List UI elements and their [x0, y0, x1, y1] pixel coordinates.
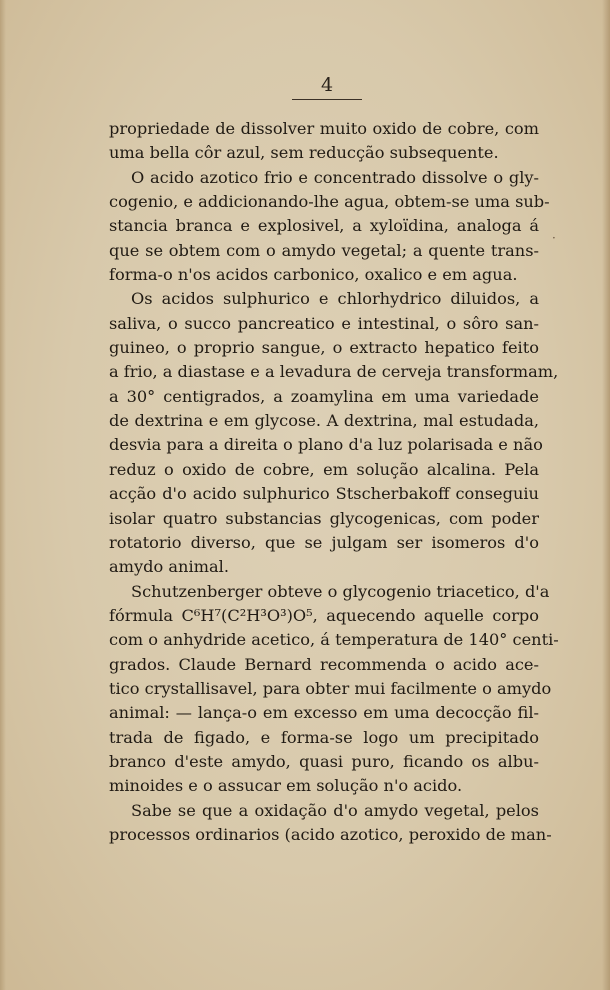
- text-line: a frio, a diastase e a levadura de cerveja transformam,: [109, 362, 559, 382]
- text-line: processos ordinarios (acido azotico, peroxido de man-: [109, 824, 552, 844]
- text-line: acção d'o acido sulphurico Stscherbakoff conseguiu: [109, 484, 539, 504]
- text-line: uma bella côr azul, sem reducção subsequente.: [109, 143, 499, 163]
- text-line: forma-o n'os acidos carbonico, oxalico e em agua.: [109, 265, 518, 285]
- header-rule: [292, 99, 362, 100]
- text-line: saliva, o succo pancreatico e intestinal, o sôro san-: [109, 313, 539, 333]
- text-line: animal: — lança-o em excesso em uma decocção fil-: [109, 703, 539, 723]
- text-line: stancia branca e explosivel, a xyloïdina, analoga á: [109, 216, 539, 236]
- text-line: Sabe se que a oxidação d'o amydo vegetal, pelos: [131, 800, 539, 820]
- text-line: O acido azotico frio e concentrado dissolve o gly-: [131, 167, 539, 187]
- text-line: amydo animal.: [109, 557, 229, 577]
- text-line: guineo, o proprio sangue, o extracto hepatico feito: [109, 338, 539, 358]
- text-line: que se obtem com o amydo vegetal; a quente trans-: [109, 240, 539, 260]
- margin-mark: ·: [552, 231, 556, 245]
- text-line: com o anhydride acetico, á temperatura de 140° centi-: [109, 630, 559, 650]
- text-line: propriedade de dissolver muito oxido de cobre, com: [109, 119, 539, 138]
- text-line: branco d'este amydo, quasi puro, ficando os albu-: [109, 751, 539, 771]
- text-line: cogenio, e addicionando-lhe agua, obtem-se uma sub-: [109, 192, 550, 212]
- page-edge-right: [602, 0, 610, 990]
- text-line: Os acidos sulphurico e chlorhydrico diluidos, a: [131, 289, 539, 309]
- text-line: reduz o oxido de cobre, em solução alcalina. Pela: [109, 459, 539, 479]
- text-line: fórmula C⁶H⁷(C²H³O³)O⁵, aquecendo aquelle corpo: [109, 605, 539, 625]
- page-edge-left: [0, 0, 6, 990]
- text-line: Schutzenberger obteve o glycogenio triacetico, d'a: [131, 581, 550, 601]
- text-line: isolar quatro substancias glycogenicas, com poder: [109, 508, 539, 528]
- text-line: rotatorio diverso, que se julgam ser isomeros d'o: [109, 532, 539, 552]
- text-line: desvia para a direita o plano d'a luz polarisada e não: [109, 435, 543, 455]
- text-line: tico crystallisavel, para obter mui facilmente o amydo: [109, 678, 552, 698]
- text-line: de dextrina e em glycose. A dextrina, mal estudada,: [109, 411, 539, 431]
- text-line: grados. Claude Bernard recommenda o acido ace-: [109, 654, 539, 674]
- text-line: a 30° centigrados, a zoamylina em uma variedade: [109, 386, 539, 406]
- page-number: 4: [320, 74, 334, 96]
- body-text: [109, 117, 559, 847]
- text-line: minoides e o assucar em solução n'o acido.: [109, 776, 463, 796]
- text-line: trada de figado, e forma-se logo um precipitado: [109, 727, 539, 747]
